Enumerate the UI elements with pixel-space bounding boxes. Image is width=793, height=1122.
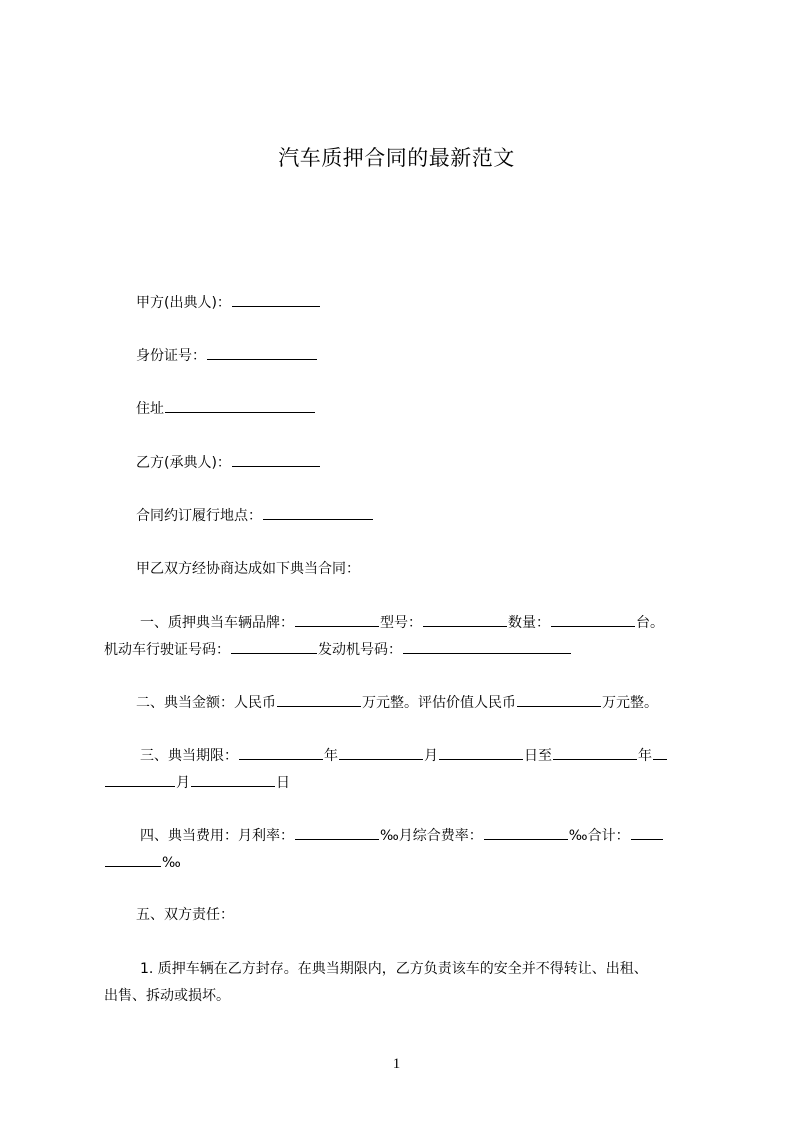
s4-composite-label: ‰月综合费率： xyxy=(380,828,483,844)
s4-permille: ‰ xyxy=(162,855,181,871)
section-3-line-1 xyxy=(140,745,668,766)
place-blank[interactable] xyxy=(263,505,373,520)
s2-amount-blank[interactable] xyxy=(277,692,361,707)
s2-valuation-label: 万元整。评估价值人民币 xyxy=(362,695,516,711)
s3-month-2: 月 xyxy=(176,775,190,791)
s3-year-2: 年 xyxy=(638,748,652,764)
address-line xyxy=(136,398,316,419)
s3-end-month-blank-start[interactable] xyxy=(653,745,667,760)
s3-day-2: 日 xyxy=(276,775,290,791)
party-b-line xyxy=(136,452,321,473)
s4-total-label: ‰合计： xyxy=(568,828,630,844)
s3-term-label: 三、典当期限： xyxy=(140,748,238,764)
s3-year-1: 年 xyxy=(324,748,338,764)
s2-valuation-blank[interactable] xyxy=(517,692,601,707)
s1-quantity-blank[interactable] xyxy=(551,612,635,627)
address-blank[interactable] xyxy=(165,398,315,413)
s1-license-blank[interactable] xyxy=(231,639,317,654)
section-4-line-2 xyxy=(104,852,181,873)
s3-start-day-blank[interactable] xyxy=(439,745,523,760)
id-number-label: 身份证号： xyxy=(136,348,206,364)
s1-brand-label: 一、质押典当车辆品牌： xyxy=(140,615,294,631)
s4-monthly-rate-blank[interactable] xyxy=(295,825,379,840)
s1-unit: 台。 xyxy=(636,615,664,631)
section-1-line-2 xyxy=(104,639,572,660)
section-3-line-2 xyxy=(104,772,290,793)
party-a-blank[interactable] xyxy=(232,292,320,307)
id-number-line xyxy=(136,345,318,366)
s3-month-1: 月 xyxy=(424,748,438,764)
s1-brand-blank[interactable] xyxy=(295,612,379,627)
s1-license-label: 机动车行驶证号码： xyxy=(104,642,230,658)
document-title: 汽车质押合同的最新范文 xyxy=(278,146,515,170)
section-2-line xyxy=(136,692,658,713)
s3-start-month-blank[interactable] xyxy=(339,745,423,760)
party-b-label: 乙方(承典人)： xyxy=(136,455,231,471)
s1-engine-label: 发动机号码： xyxy=(318,642,402,658)
address-label: 住址 xyxy=(136,401,164,417)
party-a-label: 甲方(出典人)： xyxy=(136,295,231,311)
s1-model-blank[interactable] xyxy=(423,612,507,627)
s2-end: 万元整。 xyxy=(602,695,658,711)
page-number: 1 xyxy=(392,1056,401,1072)
place-label: 合同约订履行地点： xyxy=(136,508,262,524)
party-a-line xyxy=(136,292,321,313)
s3-end-year-blank[interactable] xyxy=(553,745,637,760)
s1-engine-blank[interactable] xyxy=(403,639,571,654)
s3-day-to: 日至 xyxy=(524,748,552,764)
s4-fee-label: 四、典当费用：月利率： xyxy=(140,828,294,844)
intro-text: 甲乙双方经协商达成如下典当合同： xyxy=(136,561,360,577)
clause-1-line-1: 1. 质押车辆在乙方封存。在典当期限内，乙方负责该车的安全并不得转让、出租、 xyxy=(140,961,648,977)
s4-total-blank[interactable] xyxy=(105,852,161,867)
id-number-blank[interactable] xyxy=(207,345,317,360)
clause-1-line-2: 出售、拆动或损坏。 xyxy=(104,988,230,1004)
s3-end-day-blank[interactable] xyxy=(191,772,275,787)
place-line xyxy=(136,505,374,526)
section-4-line-1 xyxy=(140,825,664,846)
s1-model-label: 型号： xyxy=(380,615,422,631)
s2-amount-label: 二、典当金额：人民币 xyxy=(136,695,276,711)
section-5-heading: 五、双方责任： xyxy=(136,907,234,923)
s3-end-month-blank[interactable] xyxy=(105,772,175,787)
section-1-line-1 xyxy=(140,612,664,633)
s4-total-blank-start[interactable] xyxy=(631,825,663,840)
s1-quantity-label: 数量： xyxy=(508,615,550,631)
party-b-blank[interactable] xyxy=(232,452,320,467)
s3-start-year-blank[interactable] xyxy=(239,745,323,760)
s4-composite-rate-blank[interactable] xyxy=(484,825,568,840)
